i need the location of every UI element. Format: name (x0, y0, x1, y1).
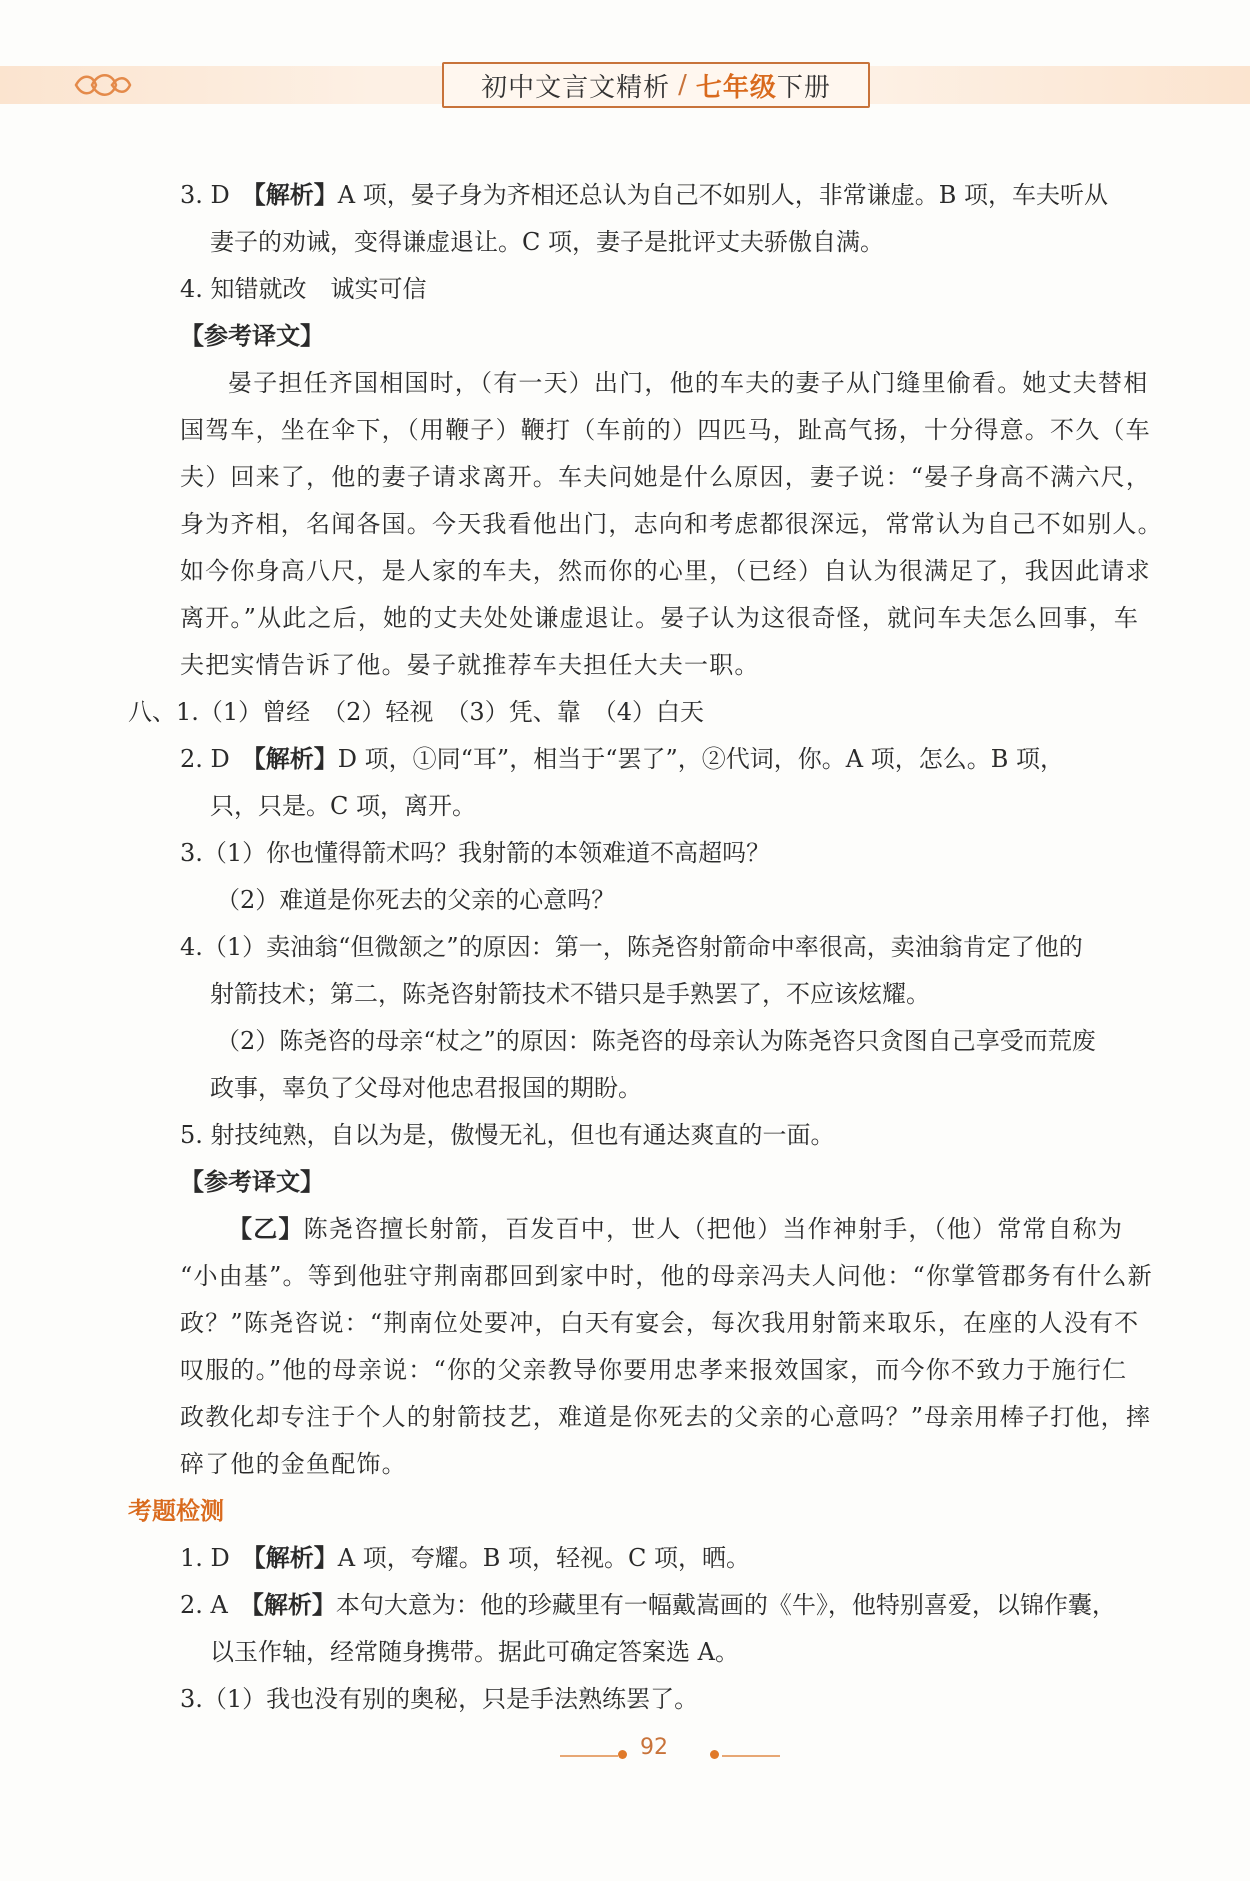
answer-line (128, 219, 1218, 266)
bracket-label: 【乙】 (228, 1215, 304, 1243)
title-separator: / (678, 70, 688, 100)
answer-line (128, 1535, 1218, 1582)
translation-line (128, 501, 1218, 548)
footer-dot-left (618, 1750, 627, 1759)
translation-line (128, 1441, 1218, 1488)
line-text: 八、1.（1）曾经 （2）轻视 （3）凭、靠 （4）白天 (128, 698, 704, 726)
line-text: 2. D (180, 745, 254, 773)
line-text: （2）难道是你死去的父亲的心意吗？ (216, 886, 616, 914)
section-heading (128, 1488, 1218, 1535)
line-text: 碎了他的金鱼配饰。 (180, 1450, 407, 1478)
line-text: 以玉作轴，经常随身携带。据此可确定答案选 A。 (210, 1638, 739, 1666)
answer-line (128, 971, 1218, 1018)
line-text: 考题检测 (128, 1497, 224, 1525)
footer-dot-right (710, 1750, 719, 1759)
translation-line (128, 454, 1218, 501)
answer-line (128, 1112, 1218, 1159)
line-text: A 项，夸耀。B 项，轻视。C 项，晒。 (337, 1544, 750, 1572)
translation-line (128, 1394, 1218, 1441)
answer-line (128, 736, 1218, 783)
line-text: 3.（1）你也懂得箭术吗？我射箭的本领难道不高超吗？ (180, 839, 771, 867)
page-header (0, 0, 1250, 120)
line-text: 3. D (180, 181, 254, 209)
answer-line (128, 783, 1218, 830)
translation-line (128, 1347, 1218, 1394)
line-text: 5. 射技纯熟，自以为是，傲慢无礼，但也有通达爽直的一面。 (180, 1121, 835, 1149)
line-text: “小由基”。等到他驻守荆南郡回到家中时，他的母亲冯夫人问他：“你掌管郡务有什么新 (180, 1262, 1153, 1290)
bracket-label: 【解析】 (253, 745, 338, 773)
line-text: 夫）回来了，他的妻子请求离开。车夫问她是什么原因，妻子说：“晏子身高不满六尺， (180, 463, 1152, 491)
volume-label: 下册 (776, 72, 831, 103)
line-text: 身为齐相，名闻各国。今天我看他出门，志向和考虑都很深远，常常认为自己不如别人。 (180, 510, 1163, 538)
translation-line (128, 548, 1218, 595)
line-text: 如今你身高八尺，是人家的车夫，然而你的心里，（已经）自认为很满足了，我因此请求 (180, 557, 1151, 585)
line-text: A 项，晏子身为齐相还总认为自己不如别人，非常谦虚。B 项，车夫听从 (337, 181, 1109, 209)
answer-line (128, 924, 1218, 971)
answer-line (128, 1159, 1218, 1206)
translation-line (128, 1300, 1218, 1347)
line-text: 射箭技术；第二，陈尧咨射箭技术不错只是手熟罢了，不应该炫耀。 (210, 980, 930, 1008)
answer-line (128, 172, 1218, 219)
book-title: 初中文言文精析 (481, 72, 671, 103)
translation-line (128, 407, 1218, 454)
ornament-icon (72, 68, 132, 102)
answer-line (128, 689, 1218, 736)
translation-line (128, 595, 1218, 642)
line-text: 1. D (180, 1544, 254, 1572)
translation-line (128, 1253, 1218, 1300)
bracket-label: 【参考译文】 (180, 322, 324, 350)
answer-line (128, 266, 1218, 313)
line-text: 只，只是。C 项，离开。 (210, 792, 476, 820)
answer-line (128, 1065, 1218, 1112)
footer-rule-right (722, 1755, 780, 1757)
answer-line (128, 877, 1218, 924)
translation-line (128, 642, 1218, 689)
line-text: 2. A (180, 1591, 252, 1619)
translation-line (128, 360, 1218, 407)
line-text: 国驾车，坐在伞下，（用鞭子）鞭打（车前的）四匹马，趾高气扬，十分得意。不久（车 (180, 416, 1151, 444)
line-text: 政教化却专注于个人的射箭技艺，难道是你死去的父亲的心意吗？”母亲用棒子打他，摔 (180, 1403, 1152, 1431)
footer-rule-left (560, 1755, 618, 1757)
line-text: 本句大意为：他的珍藏里有一幅戴嵩画的《牛》，他特别喜爱，以锦作囊， (335, 1591, 1116, 1619)
bracket-label: 【解析】 (251, 1591, 336, 1619)
answer-line (128, 1629, 1218, 1676)
line-text: 政？”陈尧咨说：“荆南位处要冲，白天有宴会，每次我用射箭来取乐，在座的人没有不 (180, 1309, 1140, 1337)
answer-line (128, 830, 1218, 877)
line-text: 4. 知错就改 诚实可信 (180, 275, 427, 303)
answer-line (128, 1676, 1218, 1723)
bracket-label: 【解析】 (253, 1544, 338, 1572)
page-number: 92 (640, 1735, 668, 1760)
bracket-label: 【解析】 (253, 181, 338, 209)
line-text: 陈尧咨擅长射箭，百发百中，世人（把他）当作神射手，（他）常常自称为 (303, 1215, 1124, 1243)
line-text: 妻子的劝诫，变得谦虚退让。C 项，妻子是批评丈夫骄傲自满。 (210, 228, 884, 256)
line-text: 4.（1）卖油翁“但微颔之”的原因：第一，陈尧咨射箭命中率很高，卖油翁肯定了他的 (180, 933, 1083, 961)
line-text: 晏子担任齐国相国时，（有一天）出门，他的车夫的妻子从门缝里偷看。她丈夫替相 (228, 369, 1149, 397)
line-text: 政事，辜负了父母对他忠君报国的期盼。 (210, 1074, 642, 1102)
bracket-label: 【参考译文】 (180, 1168, 324, 1196)
line-text: （2）陈尧咨的母亲“杖之”的原因：陈尧咨的母亲认为陈尧咨只贪图自己享受而荒废 (216, 1027, 1096, 1055)
line-text: 离开。”从此之后，她的丈夫处处谦虚退让。晏子认为这很奇怪，就问车夫怎么回事，车 (180, 604, 1140, 632)
translation-line (128, 1206, 1218, 1253)
line-text: 叹服的。”他的母亲说：“你的父亲教导你要用忠孝来报效国家，而今你不致力于施行仁 (180, 1356, 1128, 1384)
answer-line (128, 313, 1218, 360)
line-text: 3.（1）我也没有别的奥秘，只是手法熟练罢了。 (180, 1685, 699, 1713)
grade-label: 七年级 (695, 72, 777, 103)
line-text: D 项，①同“耳”，相当于“罢了”，②代词，你。A 项，怎么。B 项， (337, 745, 1064, 773)
book-title-box (442, 62, 870, 108)
page-content (128, 172, 1218, 1723)
answer-line (128, 1582, 1218, 1629)
answer-line (128, 1018, 1218, 1065)
line-text: 夫把实情告诉了他。晏子就推荐车夫担任大夫一职。 (180, 651, 760, 679)
